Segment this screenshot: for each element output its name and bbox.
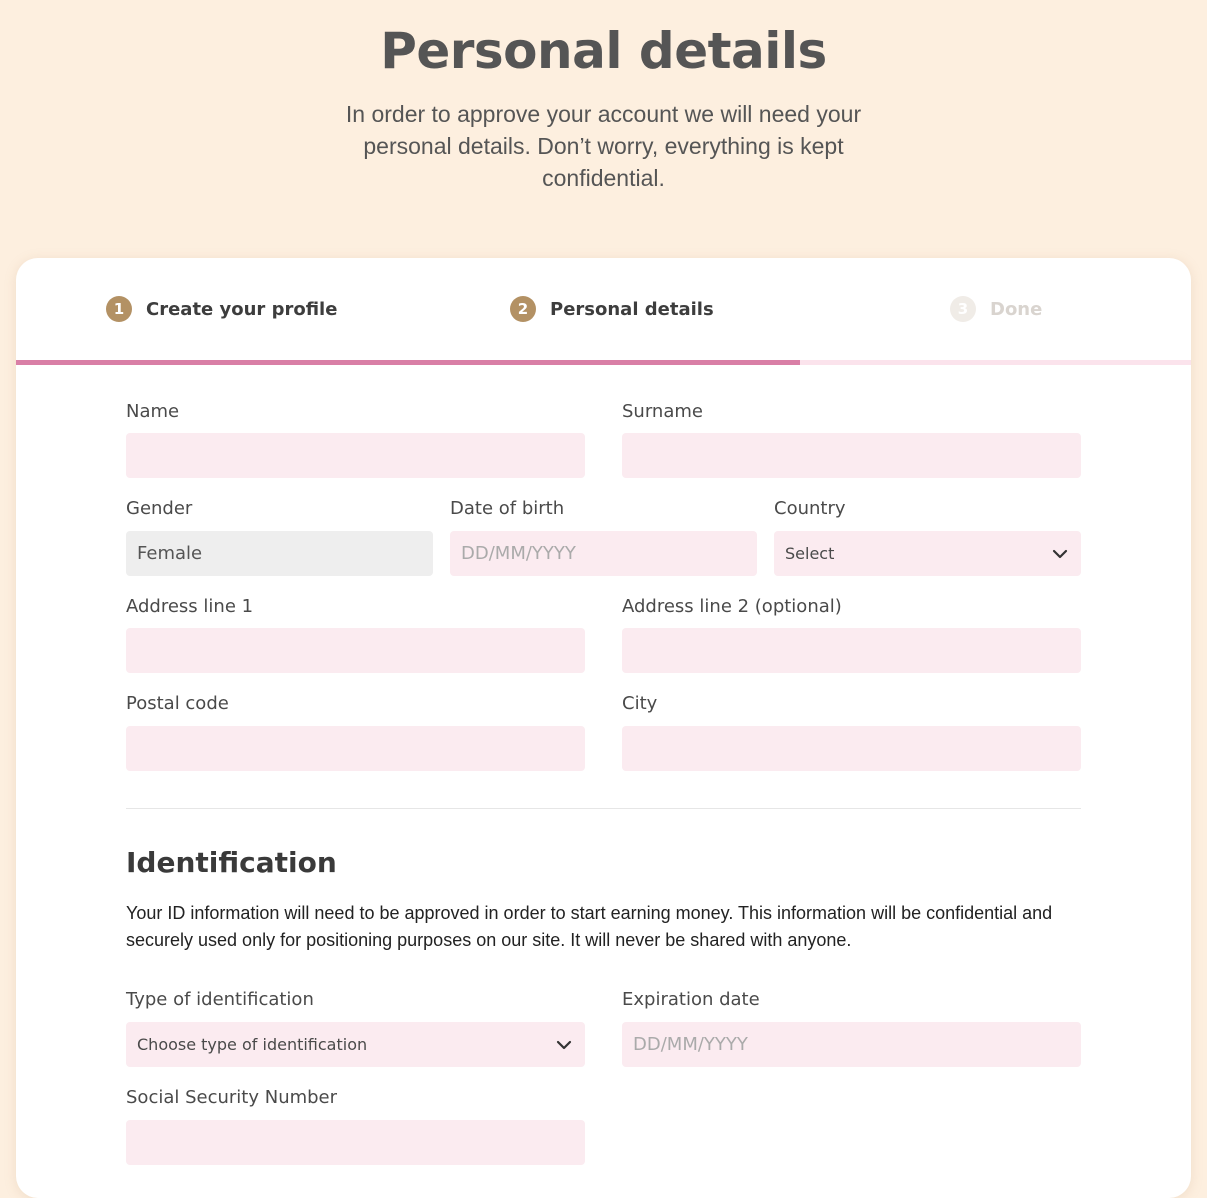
- progress-track: [16, 360, 1191, 365]
- stepper: [16, 258, 1191, 366]
- step-number: 1: [106, 296, 132, 322]
- chevron-down-icon: [554, 1035, 574, 1055]
- dob-label: Date of birth: [450, 498, 565, 519]
- postal-label: Postal code: [126, 693, 229, 714]
- chevron-down-icon: [1050, 544, 1070, 564]
- surname-label: Surname: [622, 401, 703, 422]
- step-label: Personal details: [550, 298, 714, 320]
- id-type-select[interactable]: [126, 1022, 585, 1067]
- city-label: City: [622, 693, 658, 714]
- address2-label: Address line 2 (optional): [622, 596, 842, 617]
- step-label: Create your profile: [146, 298, 338, 320]
- address2-input[interactable]: [622, 628, 1081, 673]
- page-title: Personal details: [380, 22, 827, 80]
- postal-input[interactable]: [126, 726, 585, 771]
- surname-input[interactable]: [622, 433, 1081, 478]
- section-divider: [126, 808, 1081, 809]
- country-select-value: Select: [785, 544, 835, 563]
- step-personal-details[interactable]: [510, 296, 714, 322]
- name-input[interactable]: [126, 433, 585, 478]
- identification-title: Identification: [126, 846, 337, 879]
- dob-input[interactable]: DD/MM/YYYY: [450, 531, 757, 576]
- country-label: Country: [774, 498, 846, 519]
- step-label: Done: [990, 298, 1043, 320]
- ssn-input[interactable]: [126, 1120, 585, 1165]
- expiration-label: Expiration date: [622, 989, 760, 1010]
- page-subtitle: In order to approve your account we will need your personal details. Don’t worry, everything is kept confidential.: [345, 101, 862, 191]
- country-select[interactable]: [774, 531, 1081, 576]
- gender-field[interactable]: Female: [126, 531, 433, 576]
- expiration-input[interactable]: DD/MM/YYYY: [622, 1022, 1081, 1067]
- step-done[interactable]: [950, 296, 1042, 322]
- step-number: 2: [510, 296, 536, 322]
- id-type-label: Type of identification: [126, 989, 314, 1010]
- form-card: [16, 258, 1191, 1198]
- progress-fill: [16, 360, 800, 365]
- name-label: Name: [126, 401, 180, 422]
- address1-label: Address line 1: [126, 596, 254, 617]
- gender-label: Gender: [126, 498, 193, 519]
- ssn-label: Social Security Number: [126, 1087, 338, 1108]
- address1-input[interactable]: [126, 628, 585, 673]
- identification-description: Your ID information will need to be approved in order to start earning money. This information will be confidential and securely used only for positioning purposes on our site. It will never be shared with anyone.: [126, 903, 1053, 950]
- step-create-profile[interactable]: [106, 296, 337, 322]
- step-number: 3: [950, 296, 976, 322]
- city-input[interactable]: [622, 726, 1081, 771]
- id-type-select-value: Choose type of identification: [137, 1035, 368, 1054]
